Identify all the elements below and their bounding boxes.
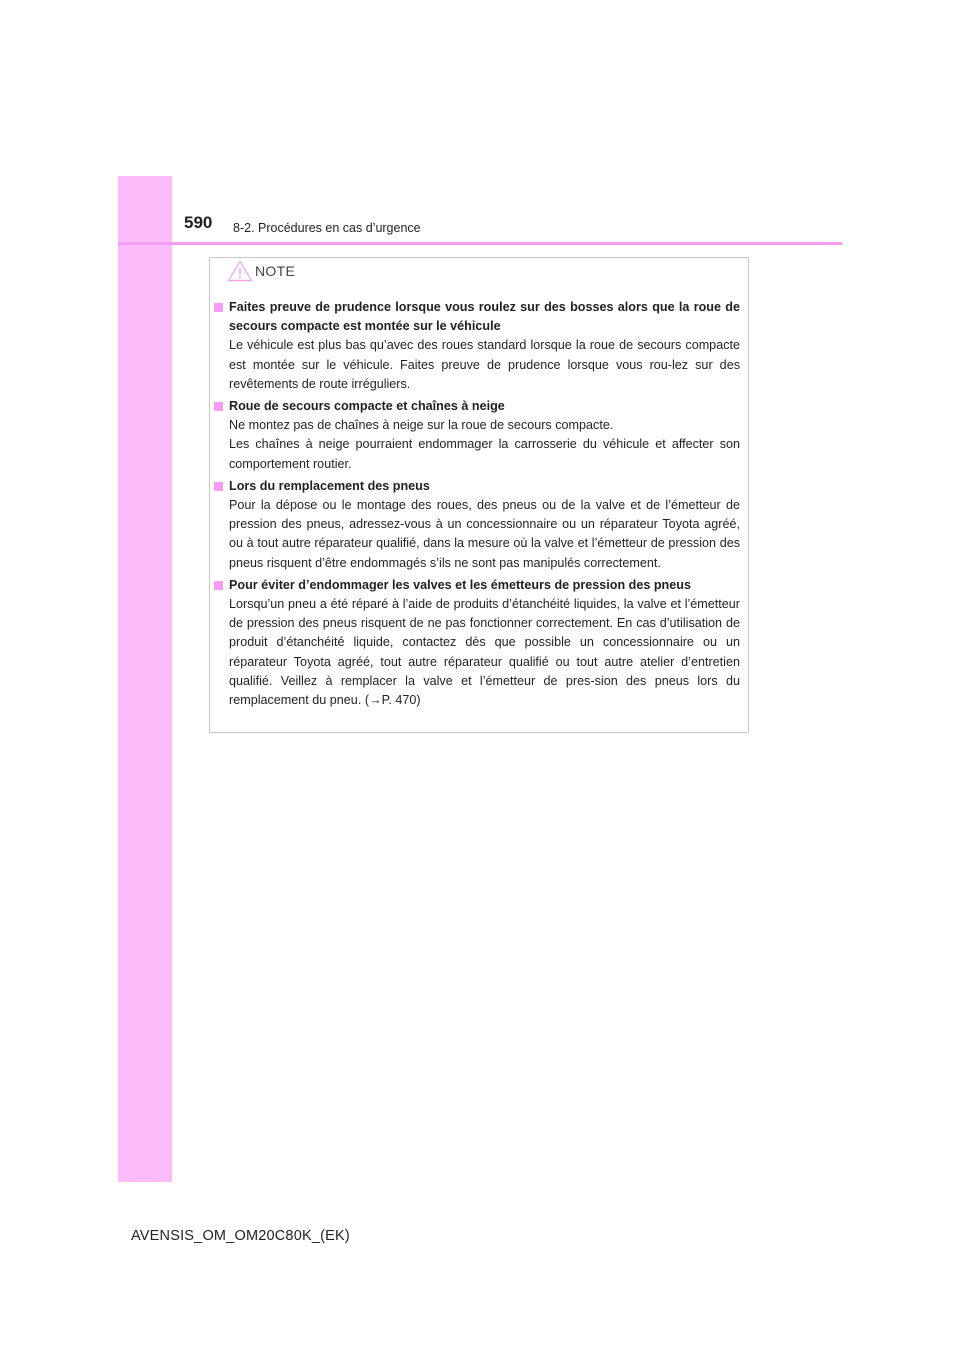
note-item-paragraph: Les chaînes à neige pourraient endommager la carrosserie du véhicule et affecter son comportement routier.	[229, 437, 740, 471]
note-item-heading-text: Faites preuve de prudence lorsque vous roulez sur des bosses alors que la roue de secours compacte est montée sur le véhicule	[229, 300, 740, 334]
note-item	[213, 298, 740, 394]
note-label: NOTE	[255, 263, 296, 279]
note-item-paragraph: Ne montez pas de chaînes à neige sur la roue de secours compacte.	[229, 418, 614, 433]
square-bullet-icon	[214, 482, 223, 491]
note-item-heading	[213, 397, 740, 416]
side-color-band	[118, 176, 172, 1182]
square-bullet-icon	[214, 303, 223, 312]
note-header	[227, 260, 295, 282]
note-item-paragraph: Pour la dépose ou le montage des roues, des pneus ou de la valve et de l’émetteur de pression des pneus, adressez-vous à un concessionnaire ou un réparateur Toyota agréé, ou à tout autre réparateur qualifié, dans la mesure où la valve et l’émetteur de pression des pneus risquent d’être endommagés s’ils ne sont pas manipulés correctement.	[229, 498, 740, 570]
note-item-heading-text: Lors du remplacement des pneus	[229, 478, 430, 493]
note-item-paragraph: Lorsqu’un pneu a été réparé à l’aide de produits d’étanchéité liquides, la valve et l’émetteur de pression des pneus risquent de ne pas fonctionner correctement. En cas d’utilisation de produit d’étanchéité liquide, contactez dès que possible un concessionnaire ou un réparateur Toyota agréé, tout autre réparateur qualifié ou tout autre atelier d’entretien qualifié. Veillez à remplacer la valve et l’émetteur de pres-sion des pneus lors du remplacement du pneu. (→P. 470)	[229, 597, 740, 708]
note-body	[213, 298, 740, 713]
note-item	[213, 397, 740, 474]
note-item-heading	[213, 477, 740, 496]
note-item-heading-text: Pour éviter d’endommager les valves et les émetteurs de pression des pneus	[229, 577, 691, 592]
page-number: 590	[184, 213, 213, 232]
note-item	[213, 477, 740, 573]
warning-triangle-icon	[227, 260, 253, 282]
square-bullet-icon	[214, 581, 223, 590]
square-bullet-icon	[214, 402, 223, 411]
note-item-paragraph: Le véhicule est plus bas qu’avec des roues standard lorsque la roue de secours compacte est montée sur le véhicule. Faites preuve de prudence lorsque vous rou-lez sur des revêtements de route irréguliers.	[229, 338, 740, 391]
note-item	[213, 576, 740, 710]
note-item-heading	[213, 298, 740, 336]
header-rule	[118, 242, 842, 245]
document-code: AVENSIS_OM_OM20C80K_(EK)	[131, 1228, 350, 1244]
note-item-heading	[213, 576, 740, 595]
section-title: 8-2. Procédures en cas d’urgence	[233, 221, 421, 235]
note-item-heading-text: Roue de secours compacte et chaînes à neige	[229, 399, 505, 414]
